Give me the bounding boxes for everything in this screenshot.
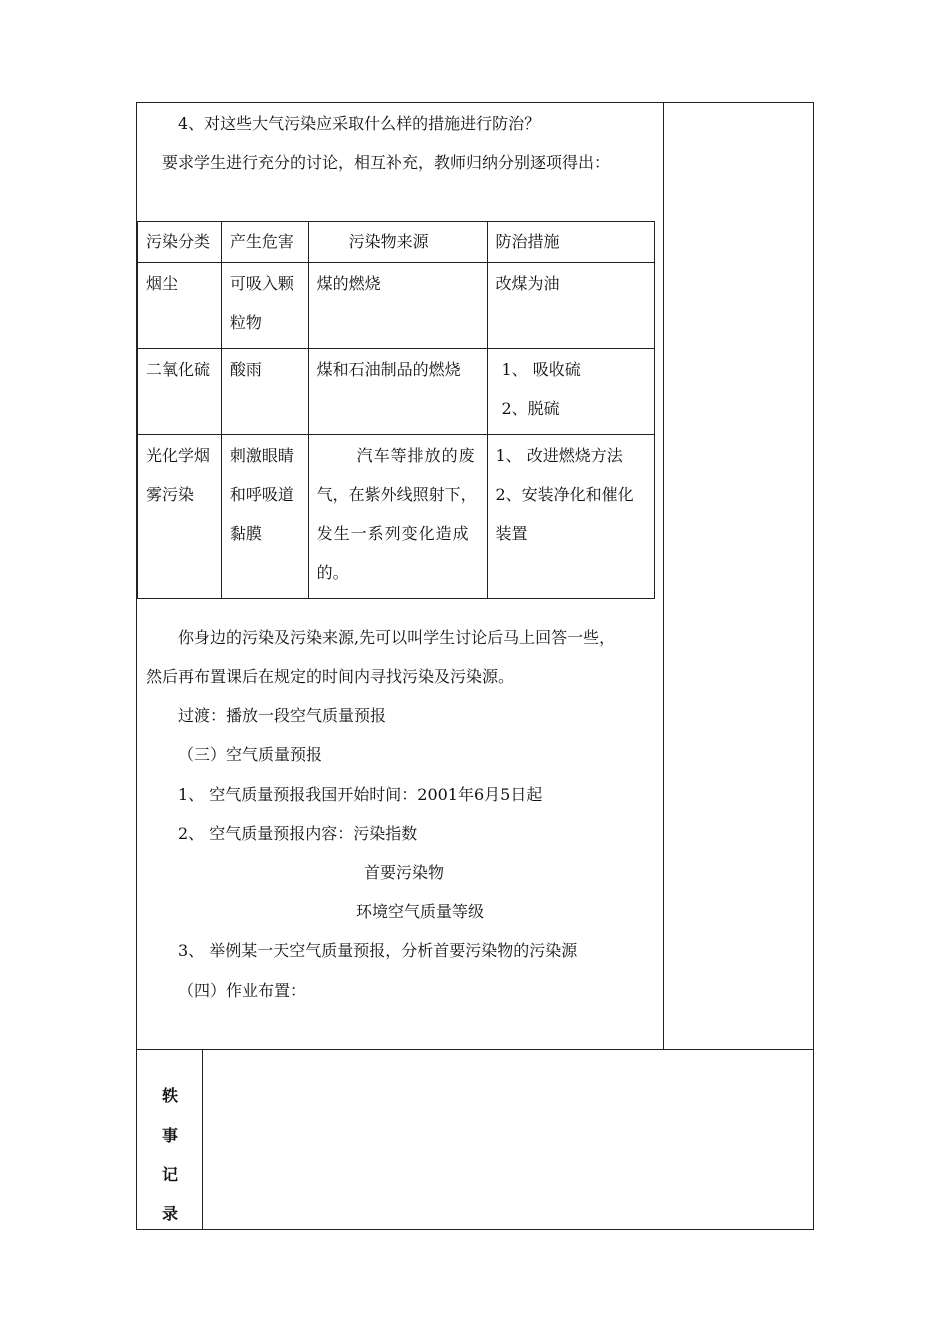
cell-harm-line: 酸雨 — [229, 360, 262, 379]
side-label-char: 轶 — [162, 1086, 179, 1105]
paragraph-line: 你身边的污染及污染来源,先可以叫学生讨论后马上回答一些， — [178, 628, 616, 647]
cell-source-line: 汽车等排放的废 — [356, 446, 476, 465]
section-3-title: （三）空气质量预报 — [178, 745, 323, 764]
cell-category-line: 光化学烟 — [146, 446, 211, 465]
cell-harm-line: 可吸入颗 — [229, 274, 294, 293]
list-item: 3、 举例某一天空气质量预报，分析首要污染物的污染源 — [178, 941, 578, 960]
transition-line: 过渡：播放一段空气质量预报 — [178, 706, 387, 725]
header-harm: 产生危害 — [229, 232, 294, 251]
header-source: 污染物来源 — [348, 232, 429, 251]
pollution-table — [137, 221, 655, 599]
cell-harm-line: 黏膜 — [229, 524, 262, 543]
cell-source-line: 发生一系列变化造成 — [316, 524, 470, 543]
cell-source-line: 气，在紫外线照射下， — [316, 485, 477, 504]
cell-harm-line: 刺激眼睛 — [229, 446, 294, 465]
section-4-title: （四）作业布置： — [178, 981, 307, 1000]
side-label-char: 事 — [162, 1126, 179, 1145]
side-label-char: 记 — [162, 1165, 179, 1184]
cell-category-line: 雾污染 — [146, 485, 195, 504]
cell-category: 二氧化硫 — [146, 360, 211, 379]
cell-measures-line: 2、安装净化和催化 — [495, 485, 634, 504]
side-label-char: 录 — [162, 1204, 179, 1223]
question-4: 4、对这些大气污染应采取什么样的措施进行防治？ — [178, 114, 541, 133]
cell-category: 烟尘 — [146, 274, 179, 293]
header-measures: 防治措施 — [495, 232, 560, 251]
right-column-divider — [663, 102, 664, 1050]
bottom-section-divider — [136, 1049, 814, 1050]
cell-measures-line: 改煤为油 — [495, 274, 560, 293]
table-row — [138, 349, 655, 435]
table-row — [138, 435, 655, 599]
list-subitem: 首要污染物 — [364, 863, 445, 882]
cell-measures-line: 装置 — [495, 524, 528, 543]
discussion-requirement: 要求学生进行充分的讨论，相互补充，教师归纳分别逐项得出： — [162, 153, 611, 172]
table-header-row — [138, 222, 655, 263]
cell-measures-line: 2、脱硫 — [501, 399, 560, 418]
table-row — [138, 263, 655, 349]
paragraph-line: 然后再布置课后在规定的时间内寻找污染及污染源。 — [146, 667, 515, 686]
header-category: 污染分类 — [146, 232, 211, 251]
cell-source-line: 煤的燃烧 — [316, 274, 381, 293]
list-item: 2、 空气质量预报内容：污染指数 — [178, 824, 418, 843]
cell-source-line: 的。 — [316, 563, 349, 582]
list-subitem: 环境空气质量等级 — [356, 902, 485, 921]
cell-harm-line: 粒物 — [229, 313, 262, 332]
anecdote-record-label — [137, 1050, 203, 1229]
cell-source-line: 煤和石油制品的燃烧 — [316, 360, 461, 379]
cell-measures-line: 1、 吸收硫 — [501, 360, 581, 379]
cell-harm-line: 和呼吸道 — [229, 485, 294, 504]
list-item: 1、 空气质量预报我国开始时间：2001年6月5日起 — [178, 785, 543, 804]
cell-measures-line: 1、 改进燃烧方法 — [495, 446, 623, 465]
